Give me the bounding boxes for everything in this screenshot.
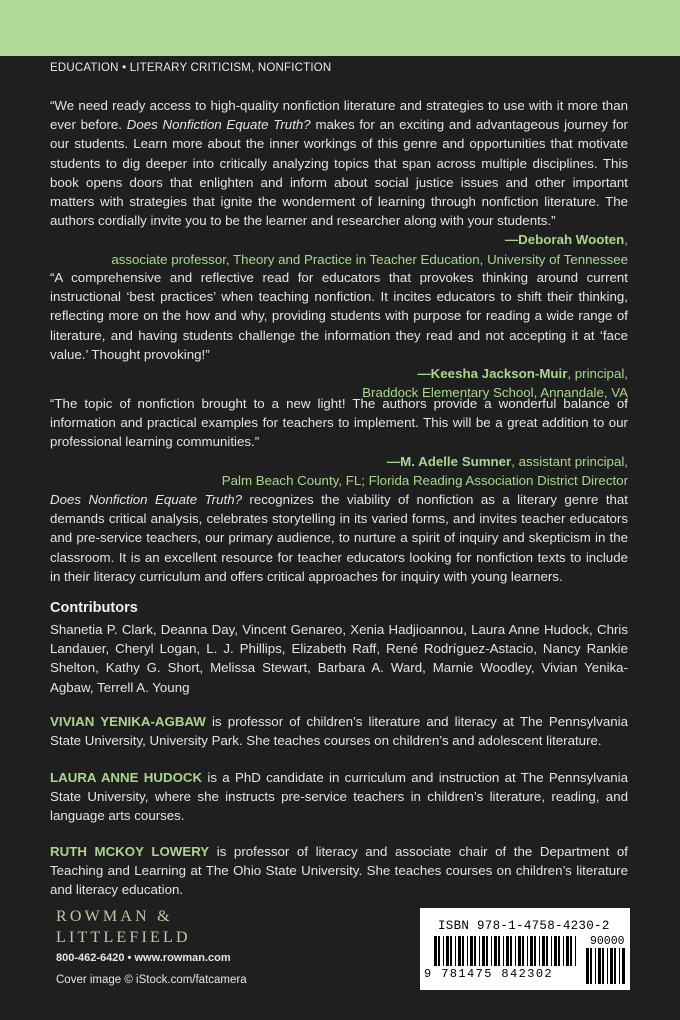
barcode-bar <box>494 936 497 966</box>
description-book-title: Does Nonfiction Equate Truth? <box>50 492 242 507</box>
barcode-bar <box>515 936 516 966</box>
publisher-line-1: ROWMAN & <box>56 908 173 925</box>
contributors-list: Shanetia P. Clark, Deanna Day, Vincent Genareo, Xenia Hadjioannou, Laura Anne Hudock, Chris Landauer, Cheryl Logan, L. J. Phillips, Elizabeth Raff, René Rodríguez-Astacio, Nancy Rankie Shelton, Kathy G. Short, Melissa Stewart, Barbara A. Ward, Marnie Woodley, Vivian Yenika-Agbaw, Terrell A. Young <box>50 622 628 695</box>
barcode-bar <box>607 948 608 984</box>
publisher-logo <box>56 906 191 948</box>
barcode-bar <box>434 936 437 966</box>
barcode-bar <box>462 936 464 966</box>
barcode-bar <box>558 936 560 966</box>
author-2-bio-text: is a PhD candidate in curriculum and instruction at The Pennsylvania State University, where she instructs pre-service teachers in children’s literature, reading, and language arts courses. <box>50 770 629 824</box>
top-color-band <box>0 0 680 56</box>
barcode-bar <box>554 936 557 966</box>
barcode-bar <box>498 936 500 966</box>
review-1 <box>50 96 628 269</box>
review-3 <box>50 394 628 490</box>
price-code: 90000 <box>590 935 625 948</box>
review-3-name: —M. Adelle Sumner <box>386 453 512 469</box>
author-bio-3 <box>50 842 628 900</box>
barcode-bar <box>458 936 461 966</box>
contributors-heading: Contributors <box>50 600 138 616</box>
publisher-line-2: LITTLEFIELD <box>56 929 191 946</box>
review-3-attribution <box>50 452 628 490</box>
barcode-bar <box>539 936 540 966</box>
author-1-bio-text: is professor of children’s literature and literacy at The Pennsylvania State University, University Park. She teaches courses on children’s and adolescent literature. <box>50 714 629 749</box>
barcode-bar <box>450 936 452 966</box>
barcode-bar <box>506 936 509 966</box>
barcode-bar <box>570 936 572 966</box>
review-1-name: —Deborah Wooten <box>504 232 625 248</box>
barcode-bar <box>614 948 616 984</box>
barcode-bar <box>598 948 601 984</box>
barcode-bar <box>534 936 536 966</box>
barcode-bar <box>482 936 485 966</box>
barcode-bar <box>467 936 468 966</box>
author-bio-2 <box>50 768 628 826</box>
barcode-bar <box>546 936 548 966</box>
author-1-name: VIVIAN YENIKA-AGBAW <box>50 714 206 729</box>
barcode-bar <box>491 936 492 966</box>
barcode-bar <box>542 936 545 966</box>
barcode-bar <box>455 936 456 966</box>
barcode-bar <box>622 948 625 984</box>
barcode-bar <box>575 936 576 966</box>
barcode-bar <box>443 936 444 966</box>
review-1-book-title: Does Nonfiction Equate Truth? <box>126 117 311 133</box>
review-3-text: “The topic of nonfiction brought to a new light! The authors provide a wonderful balance of information and practical examples for teachers to implement. This will be a great addition to our professional learning communities.” <box>50 396 628 450</box>
cover-image-credit: Cover image © iStock.com/fatcamera <box>56 974 247 986</box>
barcode-bar <box>510 936 512 966</box>
barcode-bar <box>590 948 592 984</box>
category-label: EDUCATION • LITERARY CRITICISM, NONFICTION <box>50 62 332 74</box>
barcode-bar <box>551 936 552 966</box>
barcode-bar <box>470 936 473 966</box>
barcode-bar <box>619 948 620 984</box>
barcode-bar <box>610 948 613 984</box>
review-1-text-b: makes for an exciting and advantageous journey for our students. Learn more about the inner workings of this genre and opportunities that motivate students to dig deeper into critically analyzing topics that span across multiple disciplines. This book opens doors that enlighten and inform about social justice issues and other important matters with strategies that ignite the wonderment of learning through nonfiction literature. The authors cordially invite you to be the learner and researcher along with your students.” <box>50 117 628 229</box>
review-1-role: associate professor, Theory and Practice in Teacher Education, University of Tennessee <box>111 251 628 267</box>
barcode-bar <box>518 936 521 966</box>
review-1-text-a: “We need ready access to high-quality nonfiction literature and strategies to use with it more than ever before. <box>50 98 628 133</box>
barcode-bar <box>563 936 564 966</box>
barcode-bar <box>530 936 533 966</box>
barcode-bar <box>586 948 589 984</box>
barcode-bar <box>522 936 524 966</box>
barcode-bar <box>566 936 569 966</box>
author-3-name: RUTH MCKOY LOWERY <box>50 844 210 859</box>
book-description <box>50 490 628 586</box>
description-text: recognizes the viability of nonfiction as a literary genre that demands critical analysis, celebrates storytelling in its varied forms, and invites teacher educators and pre-service teachers, our primary audience, to nurture a spirit of inquiry and skepticism in the classroom. It is an excellent resource for teacher educators looking for nonfiction texts to include in their literacy curriculum and offers critical approaches for inquiry with young learners. <box>50 492 628 584</box>
ean-digits: 9 781475 842302 <box>424 967 554 981</box>
review-3-role-a: , assistant principal, <box>511 453 628 469</box>
review-1-attribution: —Deborah Wooten, associate professor, Theory and Practice in Teacher Education, University of Tennessee <box>111 232 628 267</box>
isbn-label: ISBN 978-1-4758-4230-2 <box>438 919 610 933</box>
barcode-bar <box>446 936 449 966</box>
author-3-bio-text: is professor of literacy and associate chair of the Department of Teaching and Learning at The Ohio State University. She teaches courses on children’s literature and literacy education. <box>50 844 628 898</box>
publisher-contact: 800-462-6420 • www.rowman.com <box>56 952 231 964</box>
author-2-name: LAURA ANNE HUDOCK <box>50 770 203 785</box>
review-2 <box>50 268 628 402</box>
barcode-bar <box>474 936 476 966</box>
review-2-name: —Keesha Jackson-Muir <box>417 366 568 382</box>
review-2-role-a: , principal, <box>567 366 628 382</box>
barcode-bar <box>503 936 504 966</box>
review-2-text: “A comprehensive and reflective read for educators that provokes thinking around current instructional ‘best practices’ when teaching nonfiction. It incites educators to shift their thinking, reflecting more on the how and why, providing students with purpose for reading a wide range of literature, and having students challenge the information they read and not accepting it at ‘face value.’ Thought provoking!” <box>50 270 628 362</box>
barcode-bar <box>486 936 488 966</box>
barcode-bar <box>595 948 596 984</box>
author-bio-1 <box>50 712 628 750</box>
review-2-role-b: Braddock Elementary School, Annandale, VA <box>362 385 628 401</box>
barcode-bar <box>527 936 528 966</box>
barcode-bar <box>438 936 440 966</box>
barcode-bar <box>479 936 480 966</box>
review-3-role-b: Palm Beach County, FL; Florida Reading Association District Director <box>221 472 628 488</box>
barcode-bar <box>602 948 604 984</box>
